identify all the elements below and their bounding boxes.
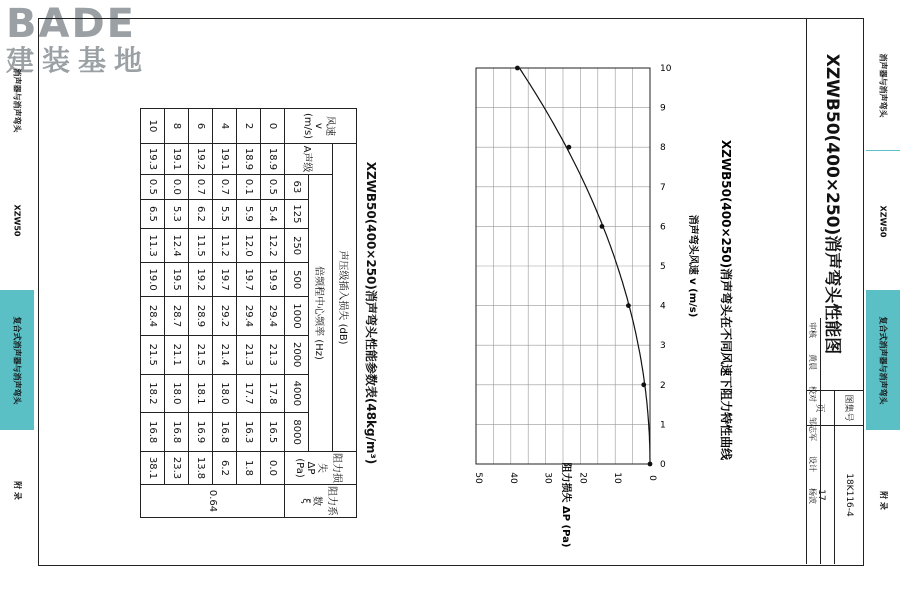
speed-symbol: v [313,123,324,129]
y-axis-label: 阻力损失 ΔP (Pa) [560,462,571,548]
right-tab-2-label: XZW50 [878,205,888,237]
band-cell: 12.2 [261,229,285,263]
freq-4000: 4000 [285,374,309,413]
band-header: 倍频程中心频率 (Hz) [309,175,333,452]
pressure-loss-cell: 23.3 [165,452,189,485]
a-level-cell: 19.3 [141,144,165,175]
band-cell: 12.0 [237,229,261,263]
design-label: 设计 [808,456,818,472]
band-cell: 18.0 [165,374,189,413]
band-cell: 16.3 [237,413,261,452]
left-tab-3-label: 复合式消声器与消声弯头 [12,316,22,404]
x-tick-label: 5 [660,262,666,272]
pressure-loss-unit: (Pa) [294,458,306,478]
pressure-loss-cell: 38.1 [141,452,165,485]
watermark-logo: BADE [6,1,136,47]
checker-name: 邹志军 [808,417,818,441]
band-cell: 17.8 [261,374,285,413]
speed-cell: 10 [141,109,165,144]
y-tick-label: 40 [507,472,518,484]
band-cell: 18.2 [141,374,165,413]
y-tick-label: 10 [612,472,623,484]
watermark-subtitle: 建装基地 [6,44,151,77]
band-cell: 6.5 [141,199,165,228]
freq-63: 63 [285,175,309,200]
speed-cell: 4 [213,109,237,144]
reviewer-name: 黄晨 [808,354,818,370]
freq-8000: 8000 [285,413,309,452]
a-level-cell: 19.1 [165,144,189,175]
band-cell: 19.5 [165,263,189,297]
band-cell: 0.5 [141,175,165,200]
a-level-header: A声级 [285,144,333,175]
band-cell: 5.4 [261,199,285,228]
band-cell: 19.7 [237,263,261,297]
x-tick-label: 9 [660,103,666,114]
a-level-cell: 18.9 [261,144,285,175]
band-cell: 29.2 [213,297,237,336]
page-no: 17 [815,489,826,501]
data-point [515,66,520,71]
data-point [648,462,653,467]
band-cell: 29.4 [237,297,261,336]
band-cell: 16.5 [261,413,285,452]
band-cell: 18.0 [213,374,237,413]
insertion-loss-header: 声压级插入损失 (dB) [333,144,357,452]
left-tab-4-label: 附 录 [12,480,22,500]
x-tick-label: 4 [660,301,666,312]
band-cell: 28.9 [189,297,213,336]
band-cell: 5.3 [165,199,189,228]
pressure-loss-cell: 6.2 [213,452,237,485]
band-cell: 28.4 [141,297,165,336]
band-cell: 21.4 [213,335,237,374]
table-title: XZWB50(400×250)消声弯头性能参数表(48kg/m³) [364,161,378,465]
band-cell: 16.8 [213,413,237,452]
data-point [641,382,646,387]
drawing-title: XZWB50(400×250)消声弯头性能图 [807,18,863,391]
freq-500: 500 [285,263,309,297]
atlas-no: 18K116-4 [844,473,855,517]
band-cell: 19.2 [189,263,213,297]
band-cell: 12.4 [165,229,189,263]
band-cell: 19.7 [213,263,237,297]
x-tick-label: 2 [660,380,666,391]
band-cell: 11.3 [141,229,165,263]
y-tick-label: 50 [473,472,483,484]
band-cell: 0.1 [237,175,261,200]
pressure-loss-cell: 0.0 [261,452,285,485]
a-level-cell: 19.2 [189,144,213,175]
band-cell: 0.0 [165,175,189,200]
speed-unit: (m/s) [302,112,313,140]
band-cell: 29.4 [261,297,285,336]
band-cell: 17.7 [237,374,261,413]
freq-250: 250 [285,229,309,263]
pressure-loss-header: 阻力损失 [316,453,343,483]
band-cell: 21.5 [141,335,165,374]
x-tick-label: 8 [660,143,666,154]
right-tab-4-label: 附 录 [878,490,888,510]
page-label: 页 [807,391,835,426]
x-tick-label: 10 [660,64,672,74]
pressure-loss-cell: 13.8 [189,452,213,485]
freq-2000: 2000 [285,335,309,374]
left-tab-1-label: 消声器与消声弯头 [12,68,22,132]
right-tab-3-label: 复合式消声器与消声弯头 [878,316,888,404]
right-tab-1-label: 消声器与消声弯头 [878,53,888,117]
coef-symbol: ξ [300,498,311,504]
band-cell: 18.1 [189,374,213,413]
chart-title: XZWB50(400×250)消声弯头在不同风速下阻力特性曲线 [719,139,733,461]
pressure-loss-cell: 1.8 [237,452,261,485]
data-point [600,224,605,229]
data-point [567,145,572,150]
a-level-cell: 18.9 [237,144,261,175]
speed-cell: 8 [165,109,189,144]
band-cell: 0.7 [189,175,213,200]
band-cell: 5.5 [213,199,237,228]
band-cell: 16.8 [165,413,189,452]
speed-header: 风速 [324,116,335,136]
coef-value-cell: 0.64 [141,485,285,518]
band-cell: 5.9 [237,199,261,228]
data-point [626,303,631,308]
x-tick-label: 3 [660,341,666,352]
freq-1000: 1000 [285,297,309,336]
speed-cell: 6 [189,109,213,144]
band-cell: 21.1 [165,335,189,374]
band-cell: 28.7 [165,297,189,336]
band-cell: 16.8 [141,413,165,452]
band-cell: 16.9 [189,413,213,452]
x-tick-label: 7 [660,182,666,193]
band-cell: 6.2 [189,199,213,228]
y-tick-label: 0 [647,475,657,481]
speed-cell: 0 [261,109,285,144]
atlas-no-label: 图集号 [836,391,864,426]
x-tick-label: 1 [660,420,666,431]
y-tick-label: 30 [542,472,553,484]
review-label: 审核 [808,322,818,338]
band-cell: 0.5 [261,175,285,200]
freq-125: 125 [285,199,309,228]
band-cell: 21.3 [237,335,261,374]
band-cell: 11.5 [189,229,213,263]
x-tick-label: 0 [660,460,666,470]
coef-header: 阻力系数 [311,486,337,516]
band-cell: 11.2 [213,229,237,263]
left-tab-2-label: XZW50 [12,204,22,236]
speed-cell: 2 [237,109,261,144]
band-cell: 19.9 [261,263,285,297]
pressure-loss-symbol: ΔP [305,461,317,475]
band-cell: 0.7 [213,175,237,200]
a-level-cell: 19.1 [213,144,237,175]
y-tick-label: 20 [577,472,588,484]
band-cell: 21.5 [189,335,213,374]
designer-name: 杨波 [808,488,818,504]
band-cell: 19.0 [141,263,165,297]
x-axis-label: 消声弯头风速 v (m/s) [687,214,698,318]
check-label: 校对 [808,386,818,402]
band-cell: 21.3 [261,335,285,374]
x-tick-label: 6 [660,222,666,233]
